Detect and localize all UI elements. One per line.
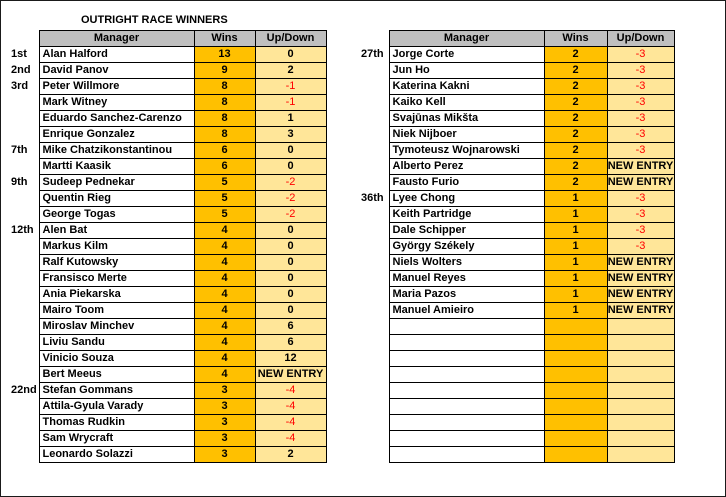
updown-cell: -3 <box>607 127 674 143</box>
rank-cell <box>8 303 39 319</box>
standings-table-left <box>8 30 327 463</box>
rank-cell <box>8 447 39 463</box>
table-row <box>358 143 674 159</box>
updown-cell: 0 <box>255 255 326 271</box>
wins-cell: 8 <box>194 95 255 111</box>
manager-cell <box>389 447 544 463</box>
wins-cell: 3 <box>194 399 255 415</box>
wins-column-header: Wins <box>544 31 607 47</box>
manager-cell: Tymoteusz Wojnarowski <box>389 143 544 159</box>
table-row <box>8 207 326 223</box>
table-row <box>358 111 674 127</box>
updown-cell: 0 <box>255 303 326 319</box>
updown-cell: NEW ENTRY <box>607 271 674 287</box>
updown-cell: -3 <box>607 63 674 79</box>
table-row <box>8 47 326 63</box>
wins-cell: 13 <box>194 47 255 63</box>
updown-cell: 0 <box>255 143 326 159</box>
updown-cell: -1 <box>255 95 326 111</box>
updown-cell: -3 <box>607 223 674 239</box>
manager-cell: Jun Ho <box>389 63 544 79</box>
wins-cell: 3 <box>194 415 255 431</box>
wins-cell: 6 <box>194 143 255 159</box>
table-row <box>8 111 326 127</box>
rank-cell: 22nd <box>8 383 39 399</box>
updown-cell: 2 <box>255 63 326 79</box>
wins-cell: 9 <box>194 63 255 79</box>
manager-cell <box>389 431 544 447</box>
table-row <box>8 399 326 415</box>
wins-cell: 1 <box>544 271 607 287</box>
manager-cell: Niek Nijboer <box>389 127 544 143</box>
rank-cell <box>358 255 389 271</box>
table-row <box>358 351 674 367</box>
updown-cell: -3 <box>607 111 674 127</box>
wins-cell: 3 <box>194 383 255 399</box>
rank-cell <box>358 367 389 383</box>
wins-cell: 4 <box>194 367 255 383</box>
table-row <box>8 383 326 399</box>
rank-cell <box>358 95 389 111</box>
table-row <box>8 79 326 95</box>
updown-cell: -1 <box>255 79 326 95</box>
updown-cell: -4 <box>255 415 326 431</box>
rank-cell <box>8 255 39 271</box>
manager-cell: Thomas Rudkin <box>39 415 194 431</box>
manager-cell: Alen Bat <box>39 223 194 239</box>
wins-cell: 1 <box>544 303 607 319</box>
wins-cell: 2 <box>544 159 607 175</box>
table-row <box>358 63 674 79</box>
table-row <box>8 319 326 335</box>
table-row <box>358 367 674 383</box>
table-row <box>8 143 326 159</box>
updown-cell: 6 <box>255 319 326 335</box>
table-row <box>358 319 674 335</box>
table-row <box>8 351 326 367</box>
rank-cell <box>8 159 39 175</box>
rank-cell: 9th <box>8 175 39 191</box>
updown-cell: -3 <box>607 79 674 95</box>
rank-cell <box>358 79 389 95</box>
manager-cell: Alan Halford <box>39 47 194 63</box>
wins-cell: 2 <box>544 47 607 63</box>
table-row <box>358 447 674 463</box>
manager-cell <box>389 367 544 383</box>
updown-cell: NEW ENTRY <box>255 367 326 383</box>
rank-cell <box>8 95 39 111</box>
updown-cell: 0 <box>255 223 326 239</box>
updown-cell: 0 <box>255 47 326 63</box>
wins-cell: 4 <box>194 335 255 351</box>
manager-cell: Maria Pazos <box>389 287 544 303</box>
updown-cell <box>607 351 674 367</box>
manager-cell: Martti Kaasik <box>39 159 194 175</box>
wins-cell <box>544 319 607 335</box>
wins-cell <box>544 367 607 383</box>
standings-table-right <box>358 30 675 463</box>
updown-cell <box>607 431 674 447</box>
wins-cell: 2 <box>544 63 607 79</box>
wins-cell <box>544 351 607 367</box>
updown-cell <box>607 383 674 399</box>
updown-cell: -3 <box>607 191 674 207</box>
manager-cell: Quentin Rieg <box>39 191 194 207</box>
rank-cell <box>358 303 389 319</box>
wins-cell: 8 <box>194 79 255 95</box>
manager-cell: Attila-Gyula Varady <box>39 399 194 415</box>
manager-cell: Bert Meeus <box>39 367 194 383</box>
manager-cell: Keith Partridge <box>389 207 544 223</box>
updown-cell: 0 <box>255 287 326 303</box>
rank-cell <box>358 319 389 335</box>
wins-cell <box>544 399 607 415</box>
updown-cell: NEW ENTRY <box>607 175 674 191</box>
table-row <box>8 287 326 303</box>
wins-cell <box>544 335 607 351</box>
rank-cell <box>358 287 389 303</box>
manager-cell: Enrique Gonzalez <box>39 127 194 143</box>
updown-cell: NEW ENTRY <box>607 159 674 175</box>
wins-cell: 2 <box>544 95 607 111</box>
updown-cell <box>607 447 674 463</box>
updown-cell: NEW ENTRY <box>607 255 674 271</box>
table-row <box>358 287 674 303</box>
manager-cell: Ania Piekarska <box>39 287 194 303</box>
wins-cell: 5 <box>194 175 255 191</box>
rank-cell <box>358 127 389 143</box>
table-row <box>8 175 326 191</box>
updown-cell: 0 <box>255 239 326 255</box>
rank-cell <box>358 239 389 255</box>
wins-cell: 4 <box>194 223 255 239</box>
table-row <box>358 159 674 175</box>
manager-cell: Sam Wrycraft <box>39 431 194 447</box>
wins-cell: 1 <box>544 255 607 271</box>
table-row <box>8 415 326 431</box>
updown-cell: -3 <box>607 95 674 111</box>
rank-cell <box>358 415 389 431</box>
manager-cell: Peter Willmore <box>39 79 194 95</box>
rank-cell <box>8 415 39 431</box>
updown-column-header: Up/Down <box>607 31 674 47</box>
manager-cell: Niels Wolters <box>389 255 544 271</box>
rank-cell: 12th <box>8 223 39 239</box>
table-row <box>8 271 326 287</box>
updown-cell: -2 <box>255 175 326 191</box>
updown-cell: -3 <box>607 239 674 255</box>
rank-cell <box>358 207 389 223</box>
rank-cell <box>358 175 389 191</box>
table-row <box>358 399 674 415</box>
updown-cell: -3 <box>607 47 674 63</box>
table-row <box>8 447 326 463</box>
updown-cell: -4 <box>255 431 326 447</box>
rank-cell: 36th <box>358 191 389 207</box>
rank-cell <box>8 335 39 351</box>
table-row <box>8 255 326 271</box>
updown-cell: -2 <box>255 191 326 207</box>
header-row <box>8 31 326 47</box>
manager-cell: Fransisco Merte <box>39 271 194 287</box>
rank-cell <box>358 399 389 415</box>
table-row <box>358 271 674 287</box>
updown-cell: -3 <box>607 143 674 159</box>
rank-cell <box>358 431 389 447</box>
wins-cell: 4 <box>194 319 255 335</box>
table-row <box>358 383 674 399</box>
sheet-title: OUTRIGHT RACE WINNERS <box>81 14 228 26</box>
rank-header-spacer <box>358 31 389 47</box>
wins-cell: 3 <box>194 447 255 463</box>
rank-cell: 3rd <box>8 79 39 95</box>
wins-cell: 2 <box>544 127 607 143</box>
manager-cell: Kaiko Kell <box>389 95 544 111</box>
rank-header-spacer <box>8 31 39 47</box>
table-row <box>358 127 674 143</box>
table-row <box>8 127 326 143</box>
table-row <box>8 239 326 255</box>
rank-cell <box>358 271 389 287</box>
rank-cell <box>8 399 39 415</box>
manager-cell: George Togas <box>39 207 194 223</box>
table-row <box>8 191 326 207</box>
manager-cell: Mike Chatzikonstantinou <box>39 143 194 159</box>
table-row <box>8 431 326 447</box>
wins-cell: 3 <box>194 431 255 447</box>
wins-cell <box>544 383 607 399</box>
wins-cell: 4 <box>194 287 255 303</box>
wins-cell: 5 <box>194 191 255 207</box>
manager-cell: Miroslav Minchev <box>39 319 194 335</box>
wins-cell <box>544 415 607 431</box>
updown-cell: NEW ENTRY <box>607 287 674 303</box>
manager-cell: Alberto Perez <box>389 159 544 175</box>
manager-cell: Manuel Reyes <box>389 271 544 287</box>
wins-cell: 4 <box>194 255 255 271</box>
rank-cell <box>8 239 39 255</box>
updown-cell: 0 <box>255 159 326 175</box>
rank-cell <box>8 191 39 207</box>
table-row <box>358 415 674 431</box>
rank-cell <box>358 159 389 175</box>
rank-cell <box>8 287 39 303</box>
updown-cell: -2 <box>255 207 326 223</box>
wins-cell <box>544 447 607 463</box>
manager-cell: Liviu Sandu <box>39 335 194 351</box>
updown-cell: NEW ENTRY <box>607 303 674 319</box>
manager-cell: Eduardo Sanchez-Carenzo <box>39 111 194 127</box>
rank-cell: 2nd <box>8 63 39 79</box>
manager-cell: Jorge Corte <box>389 47 544 63</box>
manager-cell: Ralf Kutowsky <box>39 255 194 271</box>
manager-cell <box>389 415 544 431</box>
table-row <box>358 303 674 319</box>
updown-cell: 2 <box>255 447 326 463</box>
manager-column-header: Manager <box>389 31 544 47</box>
manager-cell <box>389 351 544 367</box>
table-row <box>358 223 674 239</box>
manager-cell: Stefan Gommans <box>39 383 194 399</box>
manager-cell: Dale Schipper <box>389 223 544 239</box>
manager-cell: Lyee Chong <box>389 191 544 207</box>
manager-cell: Markus Kilm <box>39 239 194 255</box>
table-row <box>8 303 326 319</box>
manager-cell: Mairo Toom <box>39 303 194 319</box>
updown-cell <box>607 415 674 431</box>
rank-cell <box>358 383 389 399</box>
wins-cell: 4 <box>194 303 255 319</box>
table-row <box>8 159 326 175</box>
table-row <box>358 191 674 207</box>
table-row <box>358 255 674 271</box>
wins-cell: 1 <box>544 207 607 223</box>
updown-cell: 12 <box>255 351 326 367</box>
manager-cell: Katerina Kakni <box>389 79 544 95</box>
wins-cell: 4 <box>194 271 255 287</box>
manager-cell <box>389 383 544 399</box>
wins-cell: 1 <box>544 191 607 207</box>
rank-cell <box>8 127 39 143</box>
wins-cell: 2 <box>544 111 607 127</box>
wins-cell: 6 <box>194 159 255 175</box>
manager-cell: Fausto Furio <box>389 175 544 191</box>
updown-cell: 1 <box>255 111 326 127</box>
manager-cell: Sudeep Pednekar <box>39 175 194 191</box>
rank-cell <box>8 431 39 447</box>
wins-cell: 4 <box>194 239 255 255</box>
table-row <box>358 47 674 63</box>
manager-cell: Mark Witney <box>39 95 194 111</box>
table-row <box>8 95 326 111</box>
rank-cell <box>358 335 389 351</box>
table-row <box>358 175 674 191</box>
manager-cell <box>389 399 544 415</box>
wins-cell: 8 <box>194 127 255 143</box>
wins-cell: 2 <box>544 143 607 159</box>
wins-cell: 4 <box>194 351 255 367</box>
rank-cell <box>358 111 389 127</box>
wins-cell: 5 <box>194 207 255 223</box>
updown-cell <box>607 319 674 335</box>
manager-cell: David Panov <box>39 63 194 79</box>
updown-column-header: Up/Down <box>255 31 326 47</box>
manager-cell: Vinicio Souza <box>39 351 194 367</box>
wins-cell: 1 <box>544 239 607 255</box>
updown-cell <box>607 399 674 415</box>
table-row <box>8 335 326 351</box>
table-row <box>358 79 674 95</box>
table-row <box>358 95 674 111</box>
table-row <box>358 207 674 223</box>
updown-cell: 3 <box>255 127 326 143</box>
rank-cell <box>8 111 39 127</box>
rank-cell: 7th <box>8 143 39 159</box>
rank-cell <box>358 143 389 159</box>
updown-cell: -4 <box>255 383 326 399</box>
table-row <box>358 431 674 447</box>
wins-cell: 2 <box>544 175 607 191</box>
rank-cell <box>358 447 389 463</box>
manager-cell: Leonardo Solazzi <box>39 447 194 463</box>
updown-cell <box>607 335 674 351</box>
rank-cell: 27th <box>358 47 389 63</box>
rank-cell <box>8 207 39 223</box>
wins-cell: 2 <box>544 79 607 95</box>
manager-cell <box>389 319 544 335</box>
rank-cell <box>8 351 39 367</box>
table-row <box>358 239 674 255</box>
table-row <box>8 223 326 239</box>
header-row <box>358 31 674 47</box>
updown-cell: 6 <box>255 335 326 351</box>
rank-cell <box>358 351 389 367</box>
rank-cell: 1st <box>8 47 39 63</box>
wins-cell <box>544 431 607 447</box>
updown-cell: 0 <box>255 271 326 287</box>
updown-cell: -3 <box>607 207 674 223</box>
manager-cell: György Székely <box>389 239 544 255</box>
rank-cell <box>358 223 389 239</box>
manager-column-header: Manager <box>39 31 194 47</box>
manager-cell: Manuel Amieiro <box>389 303 544 319</box>
rank-cell <box>8 271 39 287</box>
rank-cell <box>358 63 389 79</box>
rank-cell <box>8 367 39 383</box>
table-row <box>8 367 326 383</box>
wins-column-header: Wins <box>194 31 255 47</box>
updown-cell: -4 <box>255 399 326 415</box>
manager-cell <box>389 335 544 351</box>
table-row <box>358 335 674 351</box>
wins-cell: 1 <box>544 287 607 303</box>
updown-cell <box>607 367 674 383</box>
table-row <box>8 63 326 79</box>
wins-cell: 1 <box>544 223 607 239</box>
rank-cell <box>8 319 39 335</box>
manager-cell: Svajūnas Mikšta <box>389 111 544 127</box>
wins-cell: 8 <box>194 111 255 127</box>
